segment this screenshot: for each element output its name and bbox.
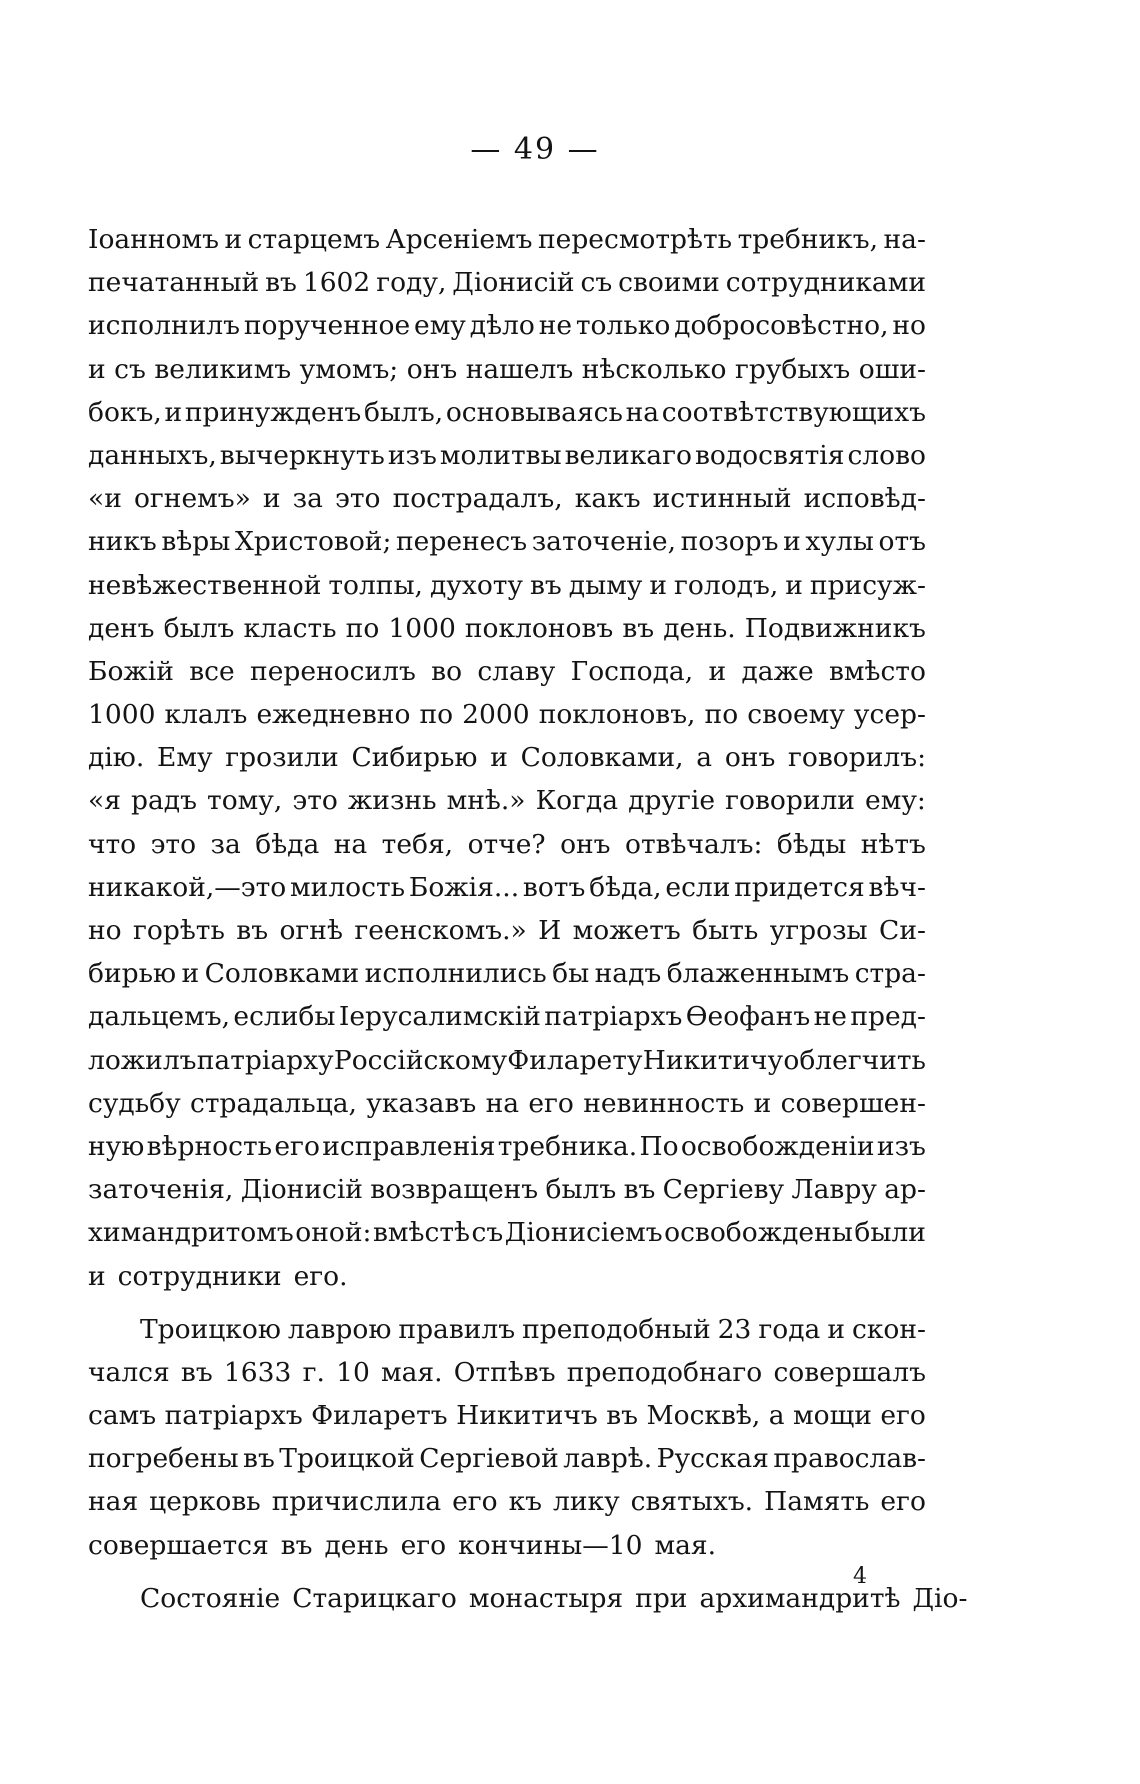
word: на xyxy=(333,828,368,860)
text-line xyxy=(88,995,926,1038)
word: «и xyxy=(88,483,122,515)
word: заточеніе, xyxy=(531,526,677,558)
word: 23 xyxy=(717,1313,752,1345)
word: судьбу xyxy=(88,1087,181,1119)
word: на xyxy=(625,396,660,428)
word: Іерусалимскій xyxy=(338,1001,541,1033)
word: денъ xyxy=(88,612,155,644)
word: своему xyxy=(747,699,845,731)
word: вмѣсто xyxy=(828,655,926,687)
word: огнемъ» xyxy=(133,483,251,515)
word: истинный xyxy=(652,483,792,515)
word: радъ xyxy=(131,785,197,817)
word: Божій xyxy=(88,655,174,687)
word: онъ xyxy=(724,742,776,774)
word: геенскомъ.» xyxy=(354,915,527,946)
word: хулы xyxy=(805,526,874,558)
word: святыхъ. xyxy=(630,1486,754,1518)
word: возвращенъ xyxy=(370,1174,539,1206)
word: Соловками, xyxy=(520,742,684,774)
word: исполнилъ xyxy=(88,310,240,342)
word: былъ xyxy=(163,612,235,644)
body-text xyxy=(88,218,968,1620)
word: страдальца, xyxy=(190,1087,357,1119)
word: отче? xyxy=(467,828,546,860)
word: къ xyxy=(508,1486,543,1518)
word: невѣжественной xyxy=(88,569,322,601)
word: вмѣстѣ xyxy=(372,1217,470,1249)
word: лаврѣ. xyxy=(563,1443,653,1475)
word: принужденъ xyxy=(184,396,362,428)
word: правилъ xyxy=(398,1313,516,1345)
word: бокъ, xyxy=(88,396,162,428)
text-line xyxy=(88,434,926,477)
word: и xyxy=(490,742,508,774)
word: и xyxy=(827,1313,845,1345)
word: съ xyxy=(471,1217,504,1249)
word: даже xyxy=(741,655,814,687)
word: въ xyxy=(606,1400,639,1432)
text-line xyxy=(88,348,926,391)
text-line xyxy=(88,650,926,693)
word: и xyxy=(753,1087,772,1119)
text-line xyxy=(88,1577,968,1620)
word: данныхъ, xyxy=(88,439,217,471)
word: г. xyxy=(302,1356,325,1388)
word: поклоновъ xyxy=(464,612,614,644)
word: требника. xyxy=(497,1130,638,1162)
word: оной: xyxy=(295,1217,372,1249)
word: ную xyxy=(88,1130,145,1162)
word: ложилъ xyxy=(88,1044,197,1076)
word: архимандритѣ xyxy=(699,1582,901,1614)
word: Сергіеву xyxy=(662,1174,785,1206)
word: Русская xyxy=(656,1443,769,1475)
text-line xyxy=(88,261,926,304)
word: и xyxy=(181,958,200,990)
word: отвѣчалъ: xyxy=(625,828,763,860)
word: въ xyxy=(623,1174,656,1206)
word: его xyxy=(880,1486,926,1518)
word: Состояніе xyxy=(140,1582,281,1614)
word: мая. xyxy=(654,1529,717,1561)
word: исполнились xyxy=(364,958,547,990)
word: вѣры xyxy=(161,526,231,558)
text-line xyxy=(88,1351,926,1394)
word: по xyxy=(704,699,739,731)
word: по xyxy=(419,699,454,731)
text-line xyxy=(88,866,926,909)
word: что xyxy=(88,828,137,860)
word: великаго xyxy=(564,439,692,471)
word: оши- xyxy=(858,353,926,385)
word: невинность xyxy=(583,1087,745,1119)
word: въ xyxy=(236,915,269,946)
paragraph-gap xyxy=(88,1567,926,1577)
word: православ- xyxy=(773,1443,926,1475)
word: скон- xyxy=(851,1313,926,1345)
word: самъ xyxy=(88,1400,157,1432)
word: заточенія, xyxy=(88,1174,234,1206)
word: былъ xyxy=(545,1174,617,1206)
word: блаженнымъ xyxy=(666,958,850,990)
word: лаврою xyxy=(287,1313,392,1345)
word: Троицкою xyxy=(140,1313,281,1345)
word: сотрудниками xyxy=(725,267,926,299)
word: и xyxy=(164,396,183,428)
word: порученное xyxy=(243,310,411,342)
word: Соловками xyxy=(204,958,360,990)
word: отъ xyxy=(878,526,926,558)
text-line xyxy=(88,693,926,736)
word: бы xyxy=(552,958,590,990)
text-line xyxy=(88,1082,926,1125)
word: нѣсколько xyxy=(581,353,727,385)
word: дыму xyxy=(568,569,643,601)
word: своими xyxy=(618,267,720,299)
word: пред- xyxy=(850,1001,926,1033)
word: Память xyxy=(764,1486,870,1518)
word: году, xyxy=(376,267,447,299)
word: Старицкаго xyxy=(292,1582,457,1614)
word: переносилъ xyxy=(250,655,416,687)
word: и xyxy=(783,526,801,558)
word: другіе xyxy=(628,785,716,817)
text-line xyxy=(88,779,926,822)
word: и xyxy=(224,224,243,255)
word: Діонисій xyxy=(240,1174,363,1206)
word: основываясь xyxy=(445,396,623,428)
word: 10 xyxy=(336,1356,370,1388)
word: за xyxy=(292,483,323,515)
text-line xyxy=(88,520,926,563)
word: онъ xyxy=(560,828,611,860)
word: 1633 xyxy=(223,1356,292,1388)
word: если xyxy=(665,871,731,903)
word: добросовѣстно, xyxy=(674,310,889,342)
word: вѣч- xyxy=(868,871,926,903)
text-line xyxy=(88,1168,926,1211)
word: освобожденіи xyxy=(680,1130,875,1162)
word: милость xyxy=(290,871,406,903)
word: не xyxy=(538,310,573,342)
word: мая. xyxy=(381,1356,443,1388)
word: освобождены xyxy=(664,1217,853,1249)
word: быть xyxy=(692,915,759,946)
word: Троицкой xyxy=(279,1443,415,1475)
word: старцемъ xyxy=(247,224,381,255)
word: жизнь xyxy=(347,785,437,817)
text-line xyxy=(88,823,926,866)
word: можетъ xyxy=(572,915,681,946)
text-line xyxy=(88,1394,926,1437)
word: его xyxy=(274,1130,320,1162)
word: никъ xyxy=(88,526,157,558)
word: слово xyxy=(847,439,926,471)
word: съ xyxy=(580,267,613,299)
word: церковь xyxy=(149,1486,261,1518)
word: по xyxy=(345,612,380,644)
text-line xyxy=(88,564,926,607)
word: мнѣ.» xyxy=(446,785,526,817)
word: ная xyxy=(88,1486,139,1518)
word: тому, xyxy=(207,785,283,817)
word: Подвижникъ xyxy=(744,612,926,644)
word: и xyxy=(785,569,803,601)
word: присуж- xyxy=(809,569,926,601)
word: По xyxy=(639,1130,679,1162)
word: славу xyxy=(477,655,556,687)
word: съ xyxy=(114,353,146,385)
word: Божія... xyxy=(408,871,520,903)
word: водосвятія xyxy=(694,439,845,471)
word: въ xyxy=(243,1443,275,1475)
word: при xyxy=(635,1582,688,1614)
word: соотвѣтствующихъ xyxy=(661,396,926,428)
text-line xyxy=(88,909,926,952)
word: великимъ xyxy=(154,353,292,385)
word: но xyxy=(88,915,122,946)
text-line xyxy=(88,1039,926,1082)
word: а xyxy=(696,742,713,774)
word: года xyxy=(758,1313,821,1345)
word: Діо- xyxy=(912,1582,968,1614)
word: нѣтъ xyxy=(860,828,926,860)
word: ему: xyxy=(865,785,926,817)
word: 1000 xyxy=(88,699,156,731)
word: голодъ, xyxy=(674,569,779,601)
word: усер- xyxy=(853,699,926,731)
word: говорилъ: xyxy=(788,742,926,774)
word: молитвы xyxy=(439,439,562,471)
word: совершается xyxy=(88,1529,269,1561)
word: грозили xyxy=(225,742,339,774)
word: требникъ, xyxy=(737,224,879,255)
word: нашелъ xyxy=(465,353,574,385)
word: грубыхъ xyxy=(734,353,851,385)
text-line xyxy=(88,304,926,347)
word: Лавру xyxy=(791,1174,877,1206)
word: монастыря xyxy=(468,1582,624,1614)
word: а xyxy=(768,1400,785,1432)
word: изъ xyxy=(876,1130,926,1162)
word: преподобнаго xyxy=(566,1356,763,1388)
text-line xyxy=(88,1125,926,1168)
printer-signature-mark: 4 xyxy=(853,1564,867,1589)
word: погребены xyxy=(88,1443,239,1475)
word: «я xyxy=(88,785,121,817)
word: стра- xyxy=(854,958,926,990)
text-line xyxy=(88,391,926,434)
word: патріархъ xyxy=(544,1001,683,1033)
word: дальцемъ, xyxy=(88,1001,230,1033)
text-line xyxy=(88,1480,926,1523)
word: толпы, xyxy=(328,569,423,601)
word: перенесъ xyxy=(396,526,528,558)
word: говорили xyxy=(725,785,855,817)
word: бѣды xyxy=(776,828,847,860)
word: Москвѣ, xyxy=(646,1400,761,1432)
word: причислила xyxy=(271,1486,442,1518)
word: его xyxy=(880,1400,926,1432)
word: и xyxy=(88,1260,106,1292)
word: день xyxy=(324,1529,389,1561)
word: Россійскому xyxy=(333,1044,508,1076)
word: его xyxy=(400,1529,447,1561)
word: и xyxy=(88,353,106,385)
word: тебя, xyxy=(381,828,454,860)
word: Сибирью xyxy=(351,742,478,774)
word: его xyxy=(452,1486,498,1518)
word: исправленія xyxy=(322,1130,496,1162)
word: въ xyxy=(280,1529,313,1561)
text-line xyxy=(88,1255,926,1298)
word: печатанный xyxy=(88,267,260,299)
word: облегчить xyxy=(783,1044,926,1076)
word: его. xyxy=(293,1260,348,1292)
text-line xyxy=(88,1308,926,1351)
word: Когда xyxy=(535,785,619,817)
word: придется xyxy=(734,871,865,903)
word: вѣрность xyxy=(146,1130,273,1162)
word: все xyxy=(189,655,235,687)
word: на xyxy=(485,1087,520,1119)
word: вычеркнуть xyxy=(219,439,385,471)
word: Ѳеофанъ xyxy=(685,1001,811,1033)
word: совершалъ xyxy=(773,1356,926,1388)
text-line xyxy=(88,607,926,650)
word: бирью xyxy=(88,958,177,990)
word: химандритомъ xyxy=(88,1217,294,1249)
word: въ xyxy=(180,1356,213,1388)
word: за xyxy=(210,828,241,860)
word: 1602 xyxy=(302,267,371,299)
word: класть xyxy=(243,612,337,644)
word: были xyxy=(854,1217,926,1249)
word: указавъ xyxy=(366,1087,477,1119)
word: исповѣд- xyxy=(803,483,926,515)
word: во xyxy=(431,655,463,687)
word: ар- xyxy=(884,1174,926,1206)
word: только xyxy=(575,310,671,342)
text-line xyxy=(88,952,926,995)
word: и xyxy=(708,655,727,687)
paragraph-gap xyxy=(88,1298,926,1308)
word: изъ xyxy=(387,439,437,471)
word: на- xyxy=(883,224,926,255)
word: дѣло xyxy=(469,310,535,342)
word: не xyxy=(813,1001,847,1033)
word: бѣда xyxy=(255,828,320,860)
text-line xyxy=(88,736,926,779)
word: это xyxy=(292,785,338,817)
word: и xyxy=(649,569,668,601)
word: былъ, xyxy=(363,396,444,428)
page-number: — 49 — xyxy=(470,132,600,167)
word: дію. xyxy=(88,742,145,774)
word: Филаретъ xyxy=(311,1400,448,1432)
word: день. xyxy=(663,612,736,644)
word: патріархъ xyxy=(164,1400,303,1432)
word: но xyxy=(892,310,926,342)
word: пересмотрѣть xyxy=(537,224,733,255)
word: горѣть xyxy=(133,915,225,946)
word: чался xyxy=(88,1356,170,1388)
word: позоръ xyxy=(680,526,779,558)
word: въ xyxy=(530,569,562,601)
word: лику xyxy=(553,1486,620,1518)
word: сотрудники xyxy=(117,1260,282,1292)
word: Никитичу xyxy=(642,1044,784,1076)
word: Сергіевой xyxy=(419,1443,559,1475)
word: духоту xyxy=(429,569,524,601)
word: надъ xyxy=(594,958,662,990)
word: совершен- xyxy=(780,1087,926,1119)
word: 2000 xyxy=(462,699,530,731)
word: патріарху xyxy=(196,1044,334,1076)
text-line xyxy=(88,218,926,261)
word: кончины—10 xyxy=(458,1529,643,1561)
word: угрозы xyxy=(769,915,868,946)
word: Никитичъ xyxy=(456,1400,598,1432)
word: еслибы xyxy=(233,1001,336,1033)
word: Си- xyxy=(879,915,926,946)
word: 1000 xyxy=(388,612,456,644)
word: ежедневно xyxy=(256,699,411,731)
word: умомъ; xyxy=(299,353,399,385)
word: Отпѣвъ xyxy=(453,1356,556,1388)
word: Діонисій xyxy=(452,267,575,299)
word: это xyxy=(335,483,381,515)
word: мощи xyxy=(793,1400,872,1432)
word: клалъ xyxy=(164,699,248,731)
text-line xyxy=(88,1524,926,1567)
word: Господа, xyxy=(570,655,694,687)
word: его xyxy=(528,1087,574,1119)
word: въ xyxy=(622,612,655,644)
word: Іоанномъ xyxy=(88,224,219,255)
word: Ему xyxy=(157,742,213,774)
word: поклоновъ, xyxy=(538,699,696,731)
word: никакой,—это xyxy=(88,871,287,903)
word: Филарету xyxy=(507,1044,643,1076)
word: Арсеніемъ xyxy=(385,224,533,255)
text-line xyxy=(88,1437,926,1480)
word: и xyxy=(262,483,281,515)
word: онъ xyxy=(406,353,458,385)
word: бѣда, xyxy=(589,871,662,903)
word: ему xyxy=(414,310,466,342)
word: преподобный xyxy=(522,1313,711,1345)
word: пострадалъ, xyxy=(392,483,563,515)
word: какъ xyxy=(574,483,641,515)
word: И xyxy=(538,915,562,946)
word: Діонисіемъ xyxy=(504,1217,663,1249)
text-line xyxy=(88,477,926,520)
word: въ xyxy=(265,267,297,299)
word: Христовой; xyxy=(234,526,392,558)
word: огнѣ xyxy=(279,915,343,946)
word: вотъ xyxy=(522,871,586,903)
word: это xyxy=(150,828,197,860)
text-line xyxy=(88,1211,926,1254)
